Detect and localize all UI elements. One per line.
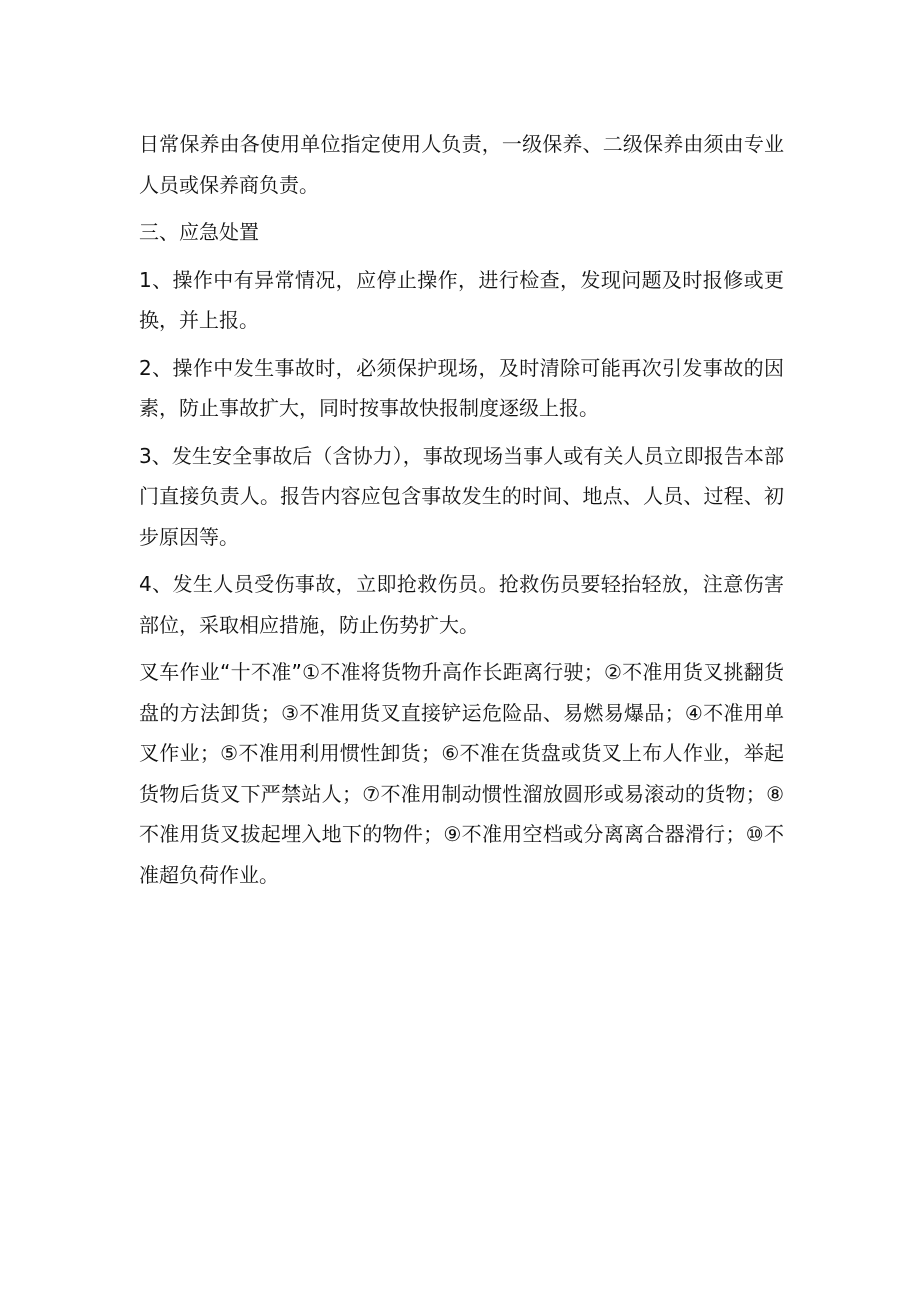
paragraph-item-2: 2、操作中发生事故时，必须保护现场，及时清除可能再次引发事故的因素，防止事故扩大，同时按事故快报制度逐级上报。 <box>139 355 784 420</box>
paragraph-forklift-rules: 叉车作业“十不准”①不准将货物升高作长距离行驶；②不准用货叉挑翻货盘的方法卸货；③不准用货叉直接铲运危险品、易燃易爆品；④不准用单叉作业；⑤不准用利用惯性卸货；⑥不准在货盘或货叉上布人作业，举起货物后货叉下严禁站人；⑦不准用制动惯性溜放圆形或易滚动的货物；⑧不准用货叉拔起埋入地下的物件；⑨不准用空档或分离离合器滑行；⑩不准超负荷作业。 <box>139 660 784 887</box>
paragraph-maintenance: 日常保养由各使用单位指定使用人负责，一级保养、二级保养由须由专业人员或保养商负责。 <box>139 132 784 197</box>
paragraph-item-3: 3、发生安全事故后（含协力），事故现场当事人或有关人员立即报告本部门直接负责人。报告内容应包含事故发生的时间、地点、人员、过程、初步原因等。 <box>139 443 784 549</box>
document-body <box>139 124 784 902</box>
paragraph-item-1: 1、操作中有异常情况，应停止操作，进行检查，发现问题及时报修或更换，并上报。 <box>139 267 784 332</box>
paragraph-item-4: 4、发生人员受伤事故，立即抢救伤员。抢救伤员要轻抬轻放，注意伤害部位，采取相应措施，防止伤势扩大。 <box>139 572 784 637</box>
section-heading-emergency: 三、应急处置 <box>139 220 259 244</box>
